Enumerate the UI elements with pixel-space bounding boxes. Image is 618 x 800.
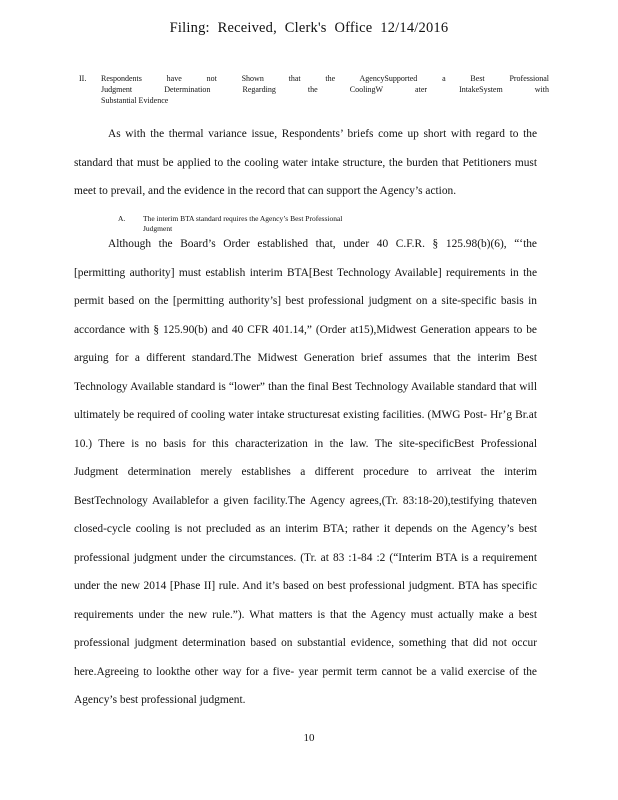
page-number: 10: [303, 732, 315, 744]
paragraph-1: As with the thermal variance issue, Respondents’ briefs come up short with regard to the standard that must be applied to the cooling water intake structure, the burden that Petitioners must meet to prevail, and the evidence in the record that can support the Agency’s action.: [74, 128, 537, 197]
section-heading-text: Substantial Evidence: [101, 96, 169, 105]
section-heading: [79, 73, 549, 106]
subsection-heading-text: The interim BTA standard requires the Agency’s Best Professional: [143, 214, 343, 223]
paragraph-2: Although the Board’s Order established that, under 40 C.F.R. § 125.98(b)(6), “‘the [permitting authority] must establish interim BTA[Best Technology Available] requirements in the permit based on the [permitting authority’s] best professional judgment on a site-specific basis in accordance with § 125.90(b) and 40 CFR 401.14,” (Order at15),Midwest Generation appears to be arguing for a different standard.The Midwest Generation brief assumes that the interim Best Technology Available standard is “lower” than the final Best Technology Available standard that will ultimately be required of cooling water intake structuresat existing facilities. (MWG Post- Hr’g Br.at 10.) There is no basis for this characterization in the law. The site-specificBest Professional Judgment determination merely establishes a different procedure to arriveat the interim BestTechnology Availablefor a given facility.The Agency agrees,(Tr. 83:18-20),testifying thateven closed-cycle cooling is not precluded as an interim BTA; rather it depends on the Agency’s best professional judgment under the circumstances. (Tr. at 83 :1-84 :2 (“Interim BTA is a requirement under the new 2014 [Phase II] rule. And it’s based on best professional judgment. BTA has specific requirements under the new rule.”). What matters is that the Agency must actually make a best professional judgment determination based on substantial evidence, something that did not occur here.Agreeing to lookthe other way for a five- year permit term cannot be a valid exercise of the Agency’s best professional judgment.: [74, 238, 537, 706]
subsection-heading-text: Judgment: [143, 224, 173, 233]
section-heading-line: [79, 84, 549, 95]
section-heading-line: [79, 95, 549, 106]
section-number: II.: [79, 74, 87, 83]
subsection-number: A.: [118, 214, 126, 223]
section-heading-line: [79, 73, 549, 84]
section-heading-text: Respondents have not Shown that the AgencySupported a Best Professional: [101, 74, 549, 83]
section-heading-text: Judgment Determination Regarding the CoolingW ater IntakeSystem with: [101, 85, 549, 94]
filing-header: Filing: Received, Clerk's Office 12/14/2016: [169, 20, 449, 36]
